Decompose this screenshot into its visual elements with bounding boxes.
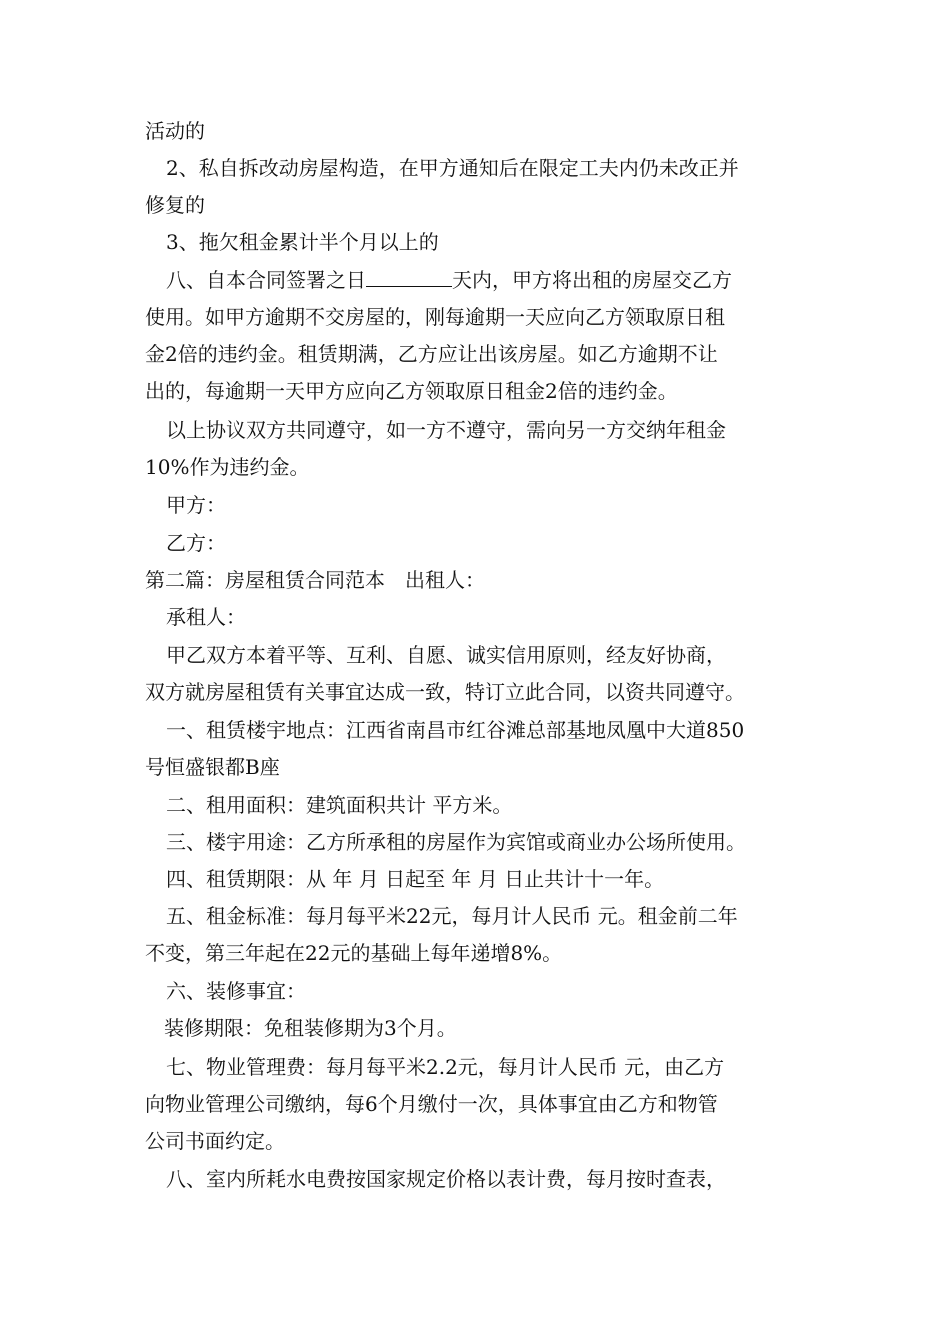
text-fragment: 八、自本合同签署之日: [166, 268, 366, 292]
text-line: 10%作为违约金。: [145, 455, 310, 479]
text-line: 甲乙双方本着平等、互利、自愿、诚实信用原则，经友好协商，: [166, 643, 726, 667]
text-line: 装修期限：免租装修期为3个月。: [164, 1016, 457, 1040]
text-line: 3、拖欠租金累计半个月以上的: [166, 230, 439, 254]
text-line: 以上协议双方共同遵守，如一方不遵守，需向另一方交纳年租金: [166, 418, 726, 442]
text-line: [145, 268, 807, 292]
text-line: 乙方：: [166, 531, 226, 555]
fill-in-blank: [366, 268, 452, 287]
text-line: 六、装修事宜：: [166, 979, 306, 1003]
text-line: 八、室内所耗水电费按国家规定价格以表计费，每月按时查表，: [166, 1167, 726, 1191]
text-line: 向物业管理公司缴纳，每6个月缴付一次，具体事宜由乙方和物管: [145, 1092, 718, 1116]
text-fragment: 天内，甲方将出租的房屋交乙方: [452, 268, 732, 292]
text-line: 使用。如甲方逾期不交房屋的，刚每逾期一天应向乙方领取原日租: [145, 305, 725, 329]
text-line: 七、物业管理费：每月每平米2.2元，每月计人民币 元，由乙方: [166, 1055, 725, 1079]
text-line: 不变，第三年起在22元的基础上每年递增8%。: [145, 941, 563, 965]
text-line: 双方就房屋租赁有关事宜达成一致，特订立此合同，以资共同遵守。: [145, 680, 745, 704]
text-line: 承租人：: [166, 605, 246, 629]
section-heading: 第二篇：房屋租赁合同范本 出租人：: [145, 568, 485, 592]
text-line: 二、租用面积：建筑面积共计 平方米。: [166, 793, 513, 817]
text-line: 甲方：: [166, 493, 226, 517]
document-body: [145, 119, 807, 1191]
text-line: 2、私自拆改动房屋构造，在甲方通知后在限定工夫内仍未改正并: [166, 156, 739, 180]
text-line: 金2倍的违约金。租赁期满，乙方应让出该房屋。如乙方逾期不让: [145, 342, 718, 366]
text-line: 五、租金标准：每月每平米22元，每月计人民币 元。租金前二年: [166, 904, 738, 928]
text-line: 三、楼宇用途：乙方所承租的房屋作为宾馆或商业办公场所使用。: [166, 830, 746, 854]
text-line: 号恒盛银都B座: [145, 755, 280, 779]
text-line: 活动的: [145, 119, 205, 143]
text-line: 一、租赁楼宇地点：江西省南昌市红谷滩总部基地凤凰中大道850: [166, 718, 745, 742]
text-line: 公司书面约定。: [145, 1129, 285, 1153]
text-line: 四、租赁期限：从 年 月 日起至 年 月 日止共计十一年。: [166, 867, 665, 891]
text-line: 出的，每逾期一天甲方应向乙方领取原日租金2倍的违约金。: [145, 379, 678, 403]
text-line: 修复的: [145, 193, 205, 217]
